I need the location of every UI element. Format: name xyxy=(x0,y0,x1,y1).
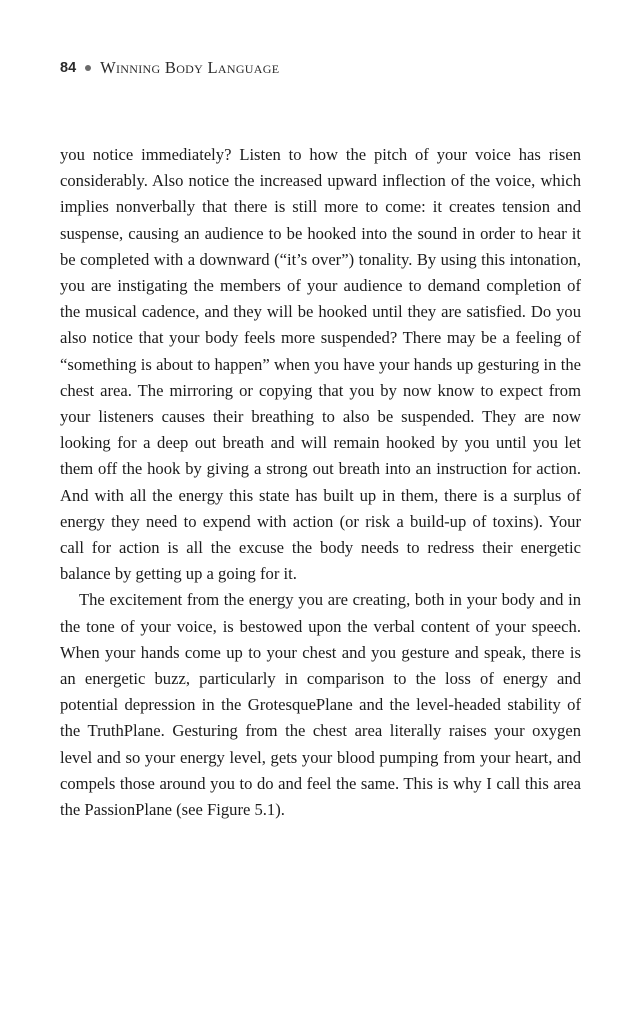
paragraph-1: you notice immediately? Listen to how the pitch of your voice has risen considerably. Also notice the increased upward inflection of the voice, which implies nonverbally that there is still more to come: it creates tension and suspense, causing an audience to be hooked into the sound in order to hear it be completed with a downward (“it’s over”) tonality. By using this intonation, you are instigating the members of your audience to demand completion of the musical cadence, and they will be hooked until they are satisfied. Do you also notice that your body feels more suspended? There may be a feeling of “something is about to happen” when you have your hands up gesturing in the chest area. The mirroring or copying that you by now know to expect from your listeners causes their breathing to also be suspended. They are now looking for a deep out breath and will remain hooked by you until you let them off the hook by giving a strong out breath into an instruction for action. And with all the energy this state has built up in them, there is a surplus of energy they need to expend with action (or risk a build-up of toxins). Your call for action is all the excuse the body needs to redress their energetic balance by getting up a going for it. xyxy=(60,145,581,584)
bullet-separator-icon xyxy=(85,65,91,71)
book-title: Winning Body Language xyxy=(100,58,280,77)
running-head xyxy=(60,58,279,78)
page-number: 84 xyxy=(60,60,77,76)
paragraph-2: The excitement from the energy you are creating, both in your body and in the tone of your voice, is bestowed upon the verbal content of your speech. When your hands come up to your chest and you gesture and speak, there is an energetic buzz, particularly in comparison to the loss of energy and potential depression in the GrotesquePlane and the level-headed stability of the TruthPlane. Gesturing from the chest area literally raises your oxygen level and so your energy level, gets your blood pumping from your heart, and compels those around you to do and feel the same. This is why I call this area the PassionPlane (see Figure 5.1). xyxy=(60,590,581,820)
body-text xyxy=(60,142,581,823)
